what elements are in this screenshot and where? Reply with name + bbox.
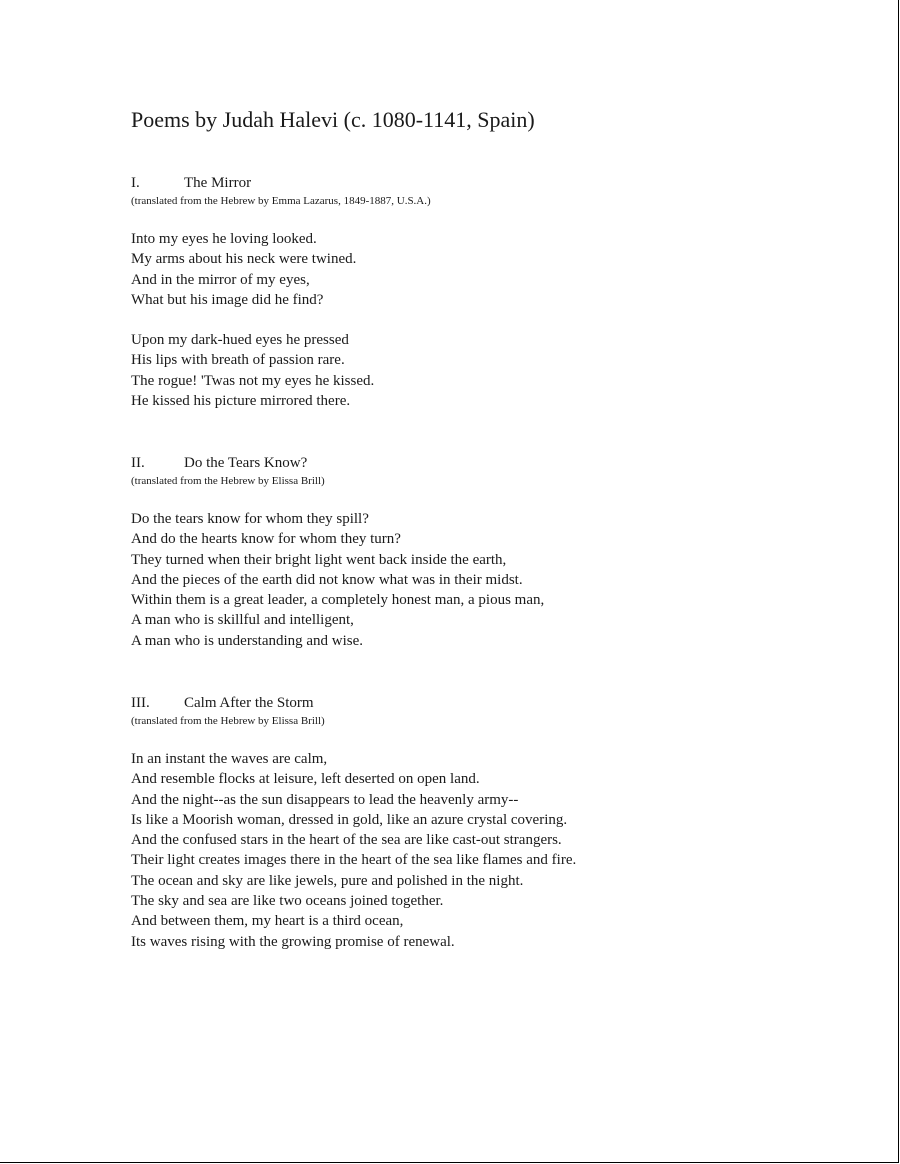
poem-line: A man who is skillful and intelligent, — [131, 612, 354, 629]
poem-the-mirror — [131, 174, 431, 411]
poem-line: Is like a Moorish woman, dressed in gold, like an azure crystal covering. — [131, 811, 568, 828]
poem-calm-after-the-storm — [131, 694, 576, 952]
poem-line: Upon my dark-hued eyes he pressed — [131, 332, 349, 349]
poem-line: The ocean and sky are like jewels, pure and polished in the night. — [131, 872, 524, 889]
poem-numeral: II. — [131, 455, 145, 471]
poem-line: And resemble flocks at leisure, left deserted on open land. — [131, 771, 480, 788]
poem-line: Do the tears know for whom they spill? — [131, 511, 369, 527]
stanza — [131, 229, 431, 310]
poem-line: They turned when their bright light went back inside the earth, — [131, 551, 507, 568]
poem-heading — [131, 454, 544, 472]
stanza — [131, 749, 576, 952]
translator-credit: (translated from the Hebrew by Elissa Brill) — [131, 715, 325, 727]
poem-line: And the pieces of the earth did not know what was in their midst. — [131, 571, 523, 588]
poem-line: What but his image did he find? — [131, 291, 324, 308]
poem-line: Within them is a great leader, a completely honest man, a pious man, — [131, 592, 545, 609]
poem-body — [131, 749, 576, 952]
stanza — [131, 330, 431, 411]
translator-credit: (translated from the Hebrew by Emma Lazarus, 1849-1887, U.S.A.) — [131, 195, 431, 207]
poem-line: His lips with breath of passion rare. — [131, 352, 345, 369]
poem-line: My arms about his neck were twined. — [131, 251, 357, 268]
poem-line: Into my eyes he loving looked. — [131, 231, 317, 247]
poem-numeral: I. — [131, 175, 140, 191]
poem-body — [131, 229, 431, 411]
poem-heading — [131, 694, 576, 712]
poem-line: And do the hearts know for whom they turn? — [131, 531, 401, 548]
poem-title: The Mirror — [184, 175, 252, 191]
poem-title: Calm After the Storm — [184, 695, 314, 711]
poem-line: The sky and sea are like two oceans joined together. — [131, 893, 444, 910]
poem-line: And between them, my heart is a third ocean, — [131, 913, 404, 930]
poem-line: And in the mirror of my eyes, — [131, 271, 310, 288]
poem-line: He kissed his picture mirrored there. — [131, 393, 351, 410]
poem-line: A man who is understanding and wise. — [131, 632, 364, 649]
page-title: Poems by Judah Halevi (c. 1080-1141, Spain) — [131, 107, 535, 132]
poem-title: Do the Tears Know? — [184, 455, 308, 471]
stanza — [131, 509, 544, 651]
poem-line: Their light creates images there in the heart of the sea like flames and fire. — [131, 852, 577, 869]
translator-credit: (translated from the Hebrew by Elissa Brill) — [131, 475, 325, 487]
poem-line: Its waves rising with the growing promise of renewal. — [131, 933, 455, 950]
poem-line: In an instant the waves are calm, — [131, 751, 328, 767]
poem-numeral: III. — [131, 695, 150, 711]
poem-line: And the confused stars in the heart of the sea are like cast-out strangers. — [131, 832, 562, 849]
poem-line: The rogue! 'Twas not my eyes he kissed. — [131, 372, 375, 389]
poem-do-the-tears-know — [131, 454, 544, 651]
poem-heading — [131, 174, 431, 192]
poem-line: And the night--as the sun disappears to lead the heavenly army-- — [131, 791, 519, 808]
poem-body — [131, 509, 544, 651]
